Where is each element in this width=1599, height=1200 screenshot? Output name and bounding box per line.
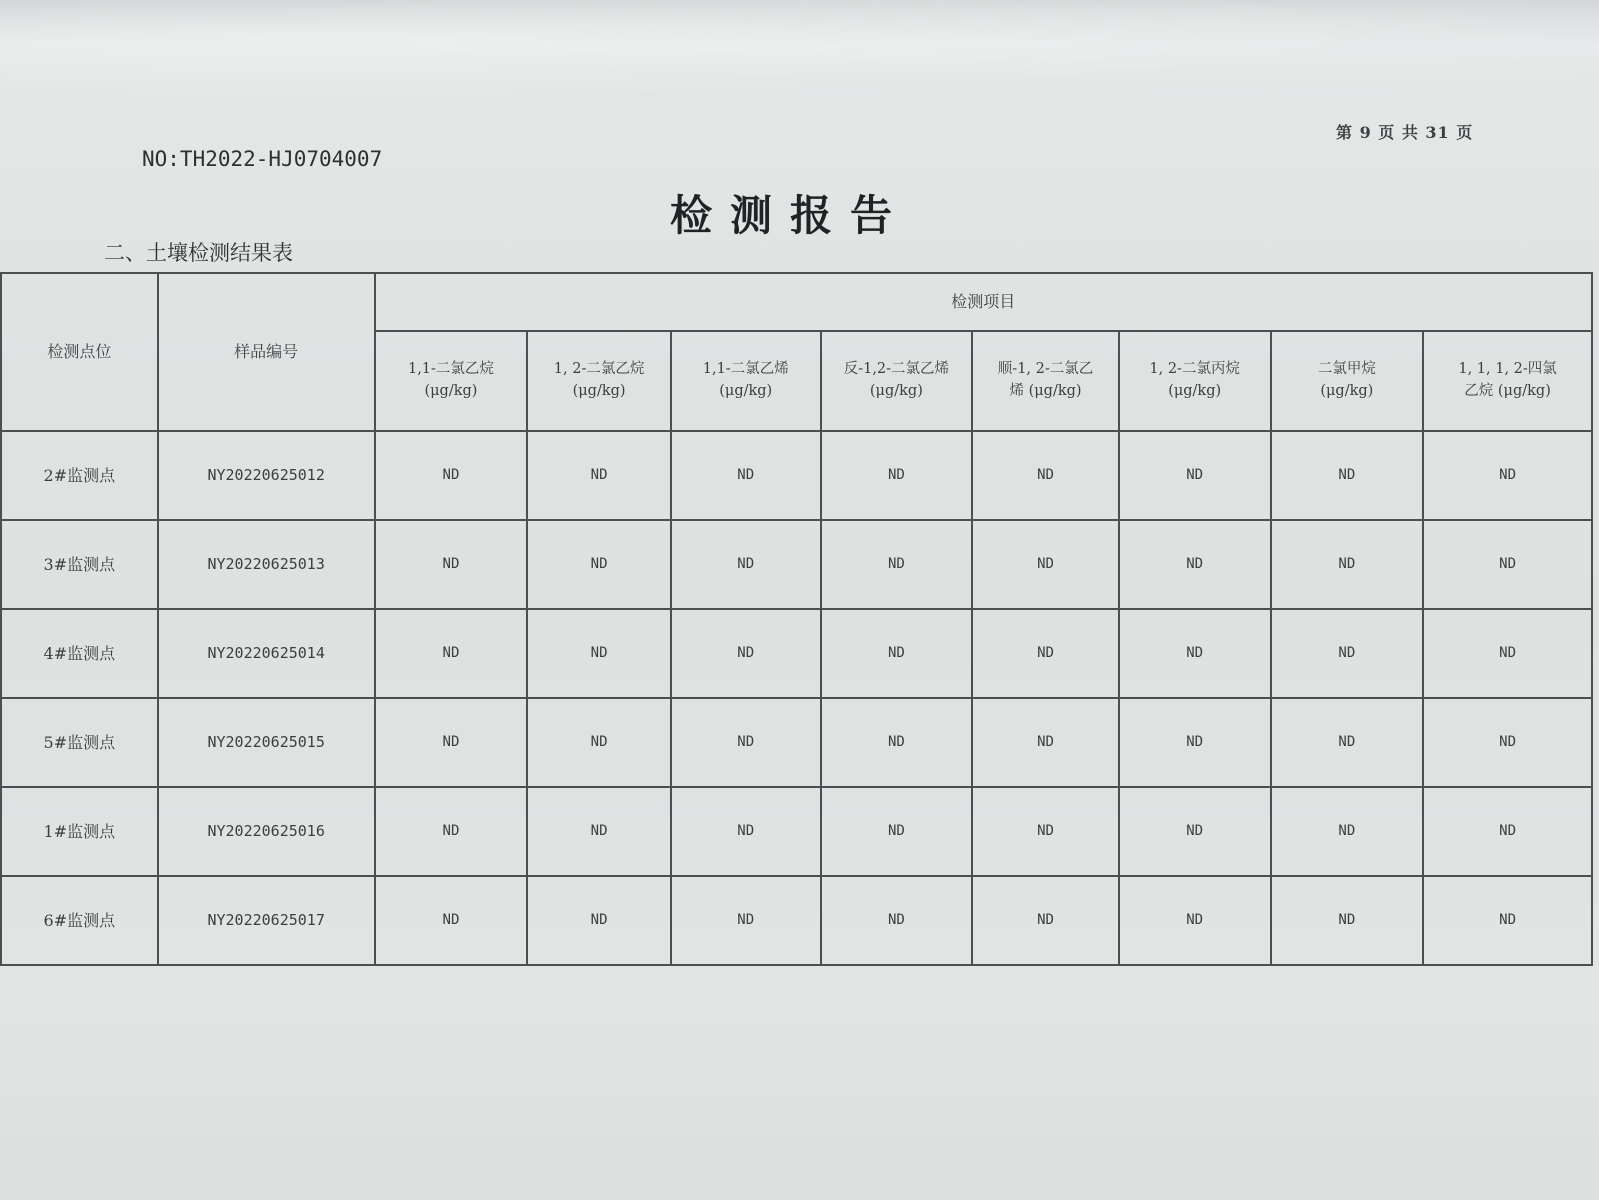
cell-point: 5#监测点 xyxy=(1,698,158,787)
cell-sample: NY20220625013 xyxy=(158,520,375,609)
column-header xyxy=(821,331,973,431)
cell-sample: NY20220625014 xyxy=(158,609,375,698)
cell-value: ND xyxy=(1423,431,1592,520)
column-name: 1, 2-二氯丙烷 xyxy=(1149,361,1240,378)
cell-value: ND xyxy=(527,698,671,787)
table-row xyxy=(1,431,1592,520)
cell-value: ND xyxy=(375,609,528,698)
cell-point: 4#监测点 xyxy=(1,609,158,698)
table-row xyxy=(1,876,1592,965)
cell-point: 3#监测点 xyxy=(1,520,158,609)
column-header xyxy=(1423,331,1592,431)
table-header-row xyxy=(1,273,1592,331)
header-test-items: 检测项目 xyxy=(375,273,1592,331)
cell-value: ND xyxy=(527,876,671,965)
cell-value: ND xyxy=(972,520,1119,609)
cell-value: ND xyxy=(821,698,973,787)
cell-value: ND xyxy=(1423,609,1592,698)
header-sample: 样品编号 xyxy=(158,273,375,431)
paper-fold-shading xyxy=(0,0,1599,110)
column-header xyxy=(671,331,821,431)
cell-value: ND xyxy=(1119,431,1271,520)
report-number: NO:TH2022-HJ0704007 xyxy=(142,147,383,171)
cell-value: ND xyxy=(375,431,528,520)
cell-value: ND xyxy=(1423,876,1592,965)
cell-value: ND xyxy=(1271,431,1424,520)
page-indicator: 第 9 页 共 31 页 xyxy=(1336,123,1474,142)
cell-value: ND xyxy=(972,698,1119,787)
cell-value: ND xyxy=(1271,787,1424,876)
cell-value: ND xyxy=(375,698,528,787)
cell-sample: NY20220625016 xyxy=(158,787,375,876)
cell-value: ND xyxy=(972,609,1119,698)
column-unit: (μg/kg) xyxy=(1168,383,1222,399)
cell-value: ND xyxy=(671,698,821,787)
cell-value: ND xyxy=(375,520,528,609)
cell-value: ND xyxy=(1271,698,1424,787)
cell-value: ND xyxy=(821,520,973,609)
column-header xyxy=(1119,331,1271,431)
cell-value: ND xyxy=(671,787,821,876)
table-row xyxy=(1,520,1592,609)
cell-value: ND xyxy=(1271,876,1424,965)
cell-sample: NY20220625012 xyxy=(158,431,375,520)
cell-value: ND xyxy=(527,520,671,609)
column-header xyxy=(527,331,671,431)
column-name: 1,1-二氯乙烯 xyxy=(702,361,789,378)
column-unit: 乙烷 (μg/kg) xyxy=(1464,383,1551,399)
column-name: 1, 1, 1, 2-四氯 xyxy=(1458,361,1557,378)
section-title: 二、土壤检测结果表 xyxy=(104,241,293,265)
cell-value: ND xyxy=(1119,698,1271,787)
cell-sample: NY20220625015 xyxy=(158,698,375,787)
table-row xyxy=(1,698,1592,787)
column-name: 顺-1, 2-二氯乙 xyxy=(997,361,1094,378)
cell-point: 2#监测点 xyxy=(1,431,158,520)
cell-value: ND xyxy=(972,431,1119,520)
cell-point: 6#监测点 xyxy=(1,876,158,965)
cell-value: ND xyxy=(671,876,821,965)
column-name: 1, 2-二氯乙烷 xyxy=(553,361,645,378)
column-name: 反-1,2-二氯乙烯 xyxy=(843,361,950,378)
cell-value: ND xyxy=(1119,787,1271,876)
cell-value: ND xyxy=(1119,876,1271,965)
cell-value: ND xyxy=(671,609,821,698)
cell-value: ND xyxy=(671,520,821,609)
cell-value: ND xyxy=(527,431,671,520)
cell-value: ND xyxy=(1423,787,1592,876)
cell-value: ND xyxy=(821,431,973,520)
cell-value: ND xyxy=(671,431,821,520)
column-header xyxy=(972,331,1119,431)
cell-value: ND xyxy=(1119,609,1271,698)
column-header xyxy=(375,331,528,431)
column-unit: (μg/kg) xyxy=(869,383,923,399)
column-unit: 烯 (μg/kg) xyxy=(1009,383,1082,399)
cell-value: ND xyxy=(527,787,671,876)
cell-value: ND xyxy=(972,787,1119,876)
column-name: 二氯甲烷 xyxy=(1317,361,1376,378)
cell-sample: NY20220625017 xyxy=(158,876,375,965)
column-unit: (μg/kg) xyxy=(1320,383,1374,399)
cell-value: ND xyxy=(1271,609,1424,698)
cell-value: ND xyxy=(1423,520,1592,609)
cell-value: ND xyxy=(821,609,973,698)
column-header xyxy=(1271,331,1424,431)
header-point: 检测点位 xyxy=(1,273,158,431)
column-name: 1,1-二氯乙烷 xyxy=(407,361,494,378)
cell-value: ND xyxy=(375,876,528,965)
column-unit: (μg/kg) xyxy=(572,383,626,399)
column-unit: (μg/kg) xyxy=(424,383,478,399)
cell-value: ND xyxy=(1119,520,1271,609)
soil-results-table xyxy=(0,272,1593,966)
table-row xyxy=(1,609,1592,698)
cell-value: ND xyxy=(821,787,973,876)
cell-value: ND xyxy=(527,609,671,698)
table-row xyxy=(1,787,1592,876)
cell-value: ND xyxy=(972,876,1119,965)
cell-value: ND xyxy=(1271,520,1424,609)
page-title: 检测报告 xyxy=(670,191,911,240)
cell-value: ND xyxy=(821,876,973,965)
cell-value: ND xyxy=(1423,698,1592,787)
cell-value: ND xyxy=(375,787,528,876)
cell-point: 1#监测点 xyxy=(1,787,158,876)
column-unit: (μg/kg) xyxy=(719,383,773,399)
